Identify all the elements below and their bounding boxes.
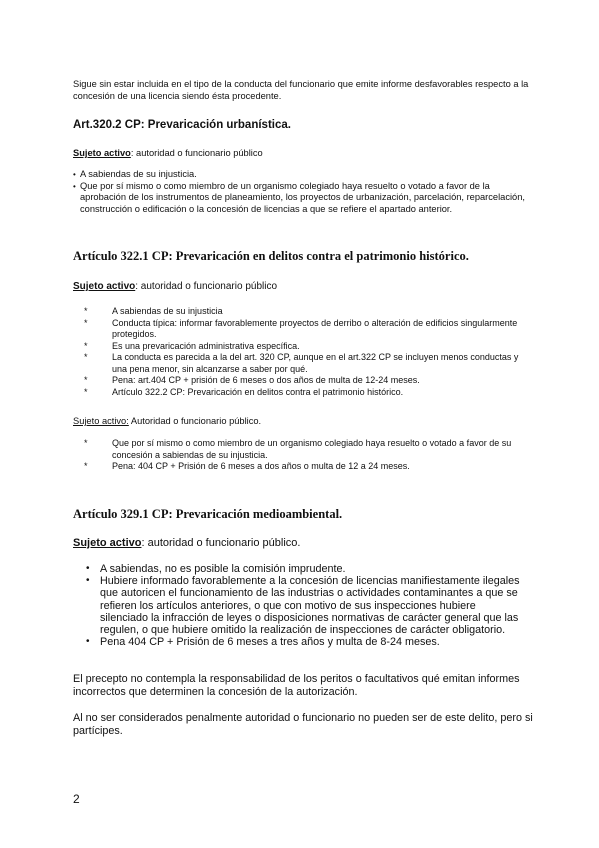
subject-text: : autoridad o funcionario público [135,281,278,292]
section1-subject [73,148,263,158]
page-number: 2 [73,792,80,806]
subject-label: Sujeto activo [73,148,131,158]
subject-label: Sujeto activo [73,281,136,292]
list-item: * A sabiendas de su injusticia [84,306,223,316]
list-item: * La conducta es parecida a la del art. 320 CP, aunque en el art.322 CP se incluyen menos conductas y una pena menor, sin alcanzarse a saber por qué. [84,352,519,374]
list-item: • Que por sí mismo o como miembro de un organismo colegiado haya resuelto o votado a favor de la aprobación de los instrumentos de planeamiento, los proyectos de urbanización, parcelación, reparcelación, construcción o edificación o la concesión de licencias a que se refiere el apartado anterior. [73,180,525,214]
bullet: * [84,306,88,316]
list-item: • A sabiendas, no es posible la comisión imprudente. [86,563,346,575]
section2-subject [73,281,277,292]
subject-text: Autoridad o funcionario público. [128,416,262,426]
list-item: * Pena: art.404 CP + prisión de 6 meses o dos años de multa de 12-24 meses. [84,375,420,385]
subject-label: Sujeto activo [73,537,142,549]
paragraph: El precepto no contempla la responsabilidad de los peritos o facultativos qué emitan informes incorrectos que determinen la concesión de la autorización. [73,673,520,698]
bullet: • [86,575,90,587]
section2-heading: Artículo 322.1 CP: Prevaricación en delitos contra el patrimonio histórico. [73,249,469,263]
list-item: * Pena: 404 CP + Prisión de 6 meses a dos años o multa de 12 a 24 meses. [84,461,410,471]
list-item: • Pena 404 CP + Prisión de 6 meses a tres años y multa de 8-24 meses. [86,636,440,649]
bullet: • [73,181,76,191]
bullet: * [84,386,88,397]
list-item: * Artículo 322.2 CP: Prevaricación en delitos contra el patrimonio histórico. [84,386,404,397]
section2-subject-2 [73,416,261,426]
list-item: * Conducta típica: informar favorablemente proyectos de derribo o alteración de edificios singularmente protegidos. [84,317,518,339]
bullet: • [86,636,90,648]
bullet: • [86,563,90,574]
section1-list [73,169,528,215]
bullet: * [84,375,88,385]
intro-paragraph: Sigue sin estar incluida en el tipo de la conducta del funcionario que emite informe desfavorables respecto a la concesión de una licencia siendo ésta procedente. [73,79,529,101]
list-item: • Hubiere informado favorablemente a la concesión de licencias manifiestamente ilegales que autoricen el funcionamiento de las industrias o actividades contaminantes a que se refieren los artículos anteriores, o que con motivo de sus inspecciones hubiere silenciado la infracción de leyes o disposiciones normativas de carácter general que las regulen, o que hubiere omitido la realización de inspecciones de carácter obligatorio. [86,575,520,637]
section3-list [86,563,526,648]
subject-label: Sujeto activo: [73,416,129,426]
bullet: * [84,438,88,448]
bullet: * [84,352,88,362]
bullet: * [84,317,88,328]
subject-text: : autoridad o funcionario público [130,148,263,158]
list-item: * Es una prevaricación administrativa específica. [84,340,300,351]
list-item: • A sabiendas de su injusticia. [73,169,197,179]
bullet: * [84,340,88,351]
section3-subject [73,537,300,549]
section3-heading: Artículo 329.1 CP: Prevaricación medioambiental. [73,507,343,521]
paragraph: Al no ser considerados penalmente autoridad o funcionario no pueden ser de este delito, pero si partícipes. [73,712,533,737]
bullet: * [84,461,88,471]
subject-text: : autoridad o funcionario público. [141,537,301,549]
list-item: * Que por sí mismo o como miembro de un organismo colegiado haya resuelto o votado a favor de su concesión a sabiendas de su injusticia. [84,438,512,460]
section2-list-2 [81,438,521,473]
section2-list [81,306,521,398]
bullet: • [73,170,76,179]
section1-heading: Art.320.2 CP: Prevaricación urbanística. [73,119,291,131]
